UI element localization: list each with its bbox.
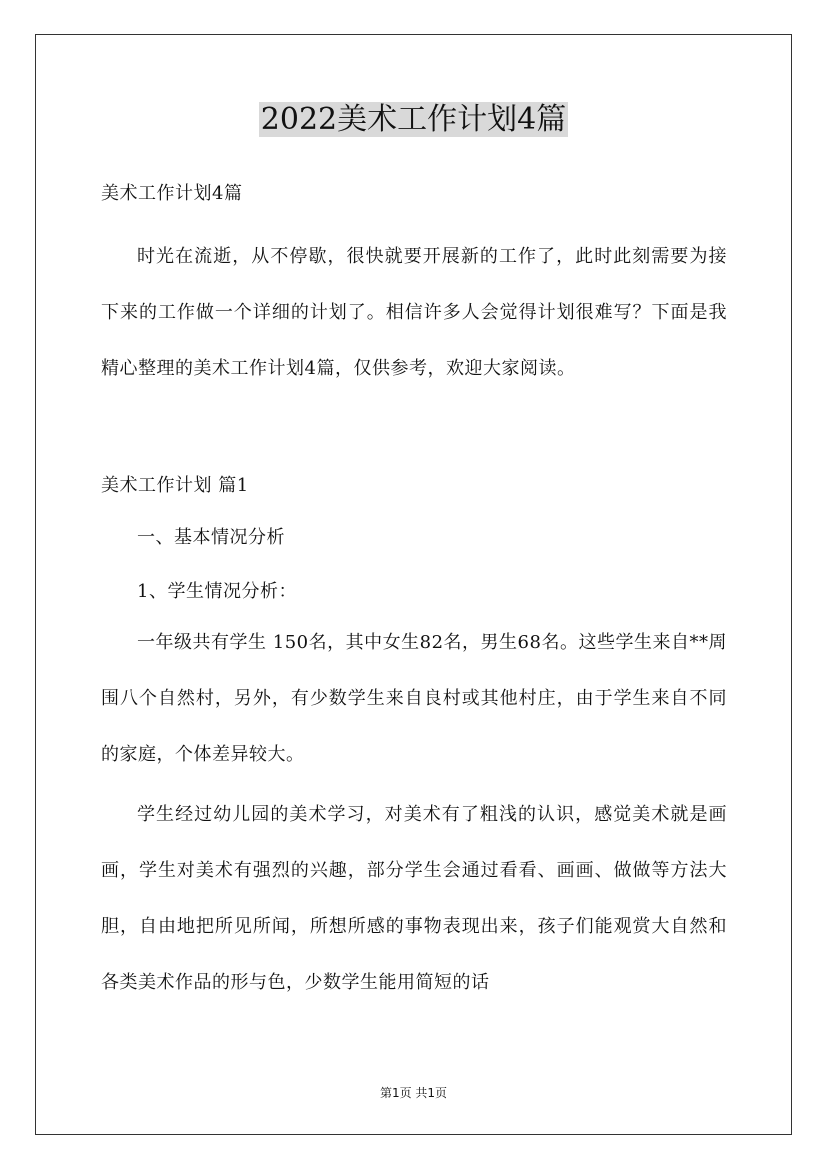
document-subtitle: 美术工作计划4篇 — [101, 183, 243, 204]
heading-student-analysis: 1、学生情况分析： — [137, 581, 297, 602]
document-body — [101, 175, 727, 1011]
paragraph-student-interest: 学生经过幼儿园的美术学习，对美术有了粗浅的认识，感觉美术就是画画，学生对美术有强烈的兴趣，部分学生会通过看看、画画、做做等方法大胆，自由地把所见所闻，所想所感的事物表现出来，孩子们能观赏大自然和各类美术作品的形与色，少数学生能用简短的话 — [101, 804, 727, 993]
intro-paragraph: 时光在流逝，从不停歇，很快就要开展新的工作了，此时此刻需要为接下来的工作做一个详细的计划了。相信许多人会觉得计划很难写？下面是我精心整理的美术工作计划4篇，仅供参考，欢迎大家阅读。 — [101, 246, 727, 379]
section-spacer — [101, 397, 727, 467]
page-footer: 第1页 共1页 — [379, 1086, 448, 1100]
document-title-text: 2022美术工作计划4篇 — [260, 102, 567, 137]
heading-basic-analysis: 一、基本情况分析 — [137, 527, 285, 548]
section-title: 美术工作计划 篇1 — [101, 475, 249, 496]
paragraph-student-count: 一年级共有学生 150名，其中女生82名，男生68名。这些学生来自**周围八个自然村，另外，有少数学生来自良村或其他村庄，由于学生来自不同的家庭，个体差异较大。 — [101, 632, 727, 765]
document-title — [0, 98, 827, 142]
